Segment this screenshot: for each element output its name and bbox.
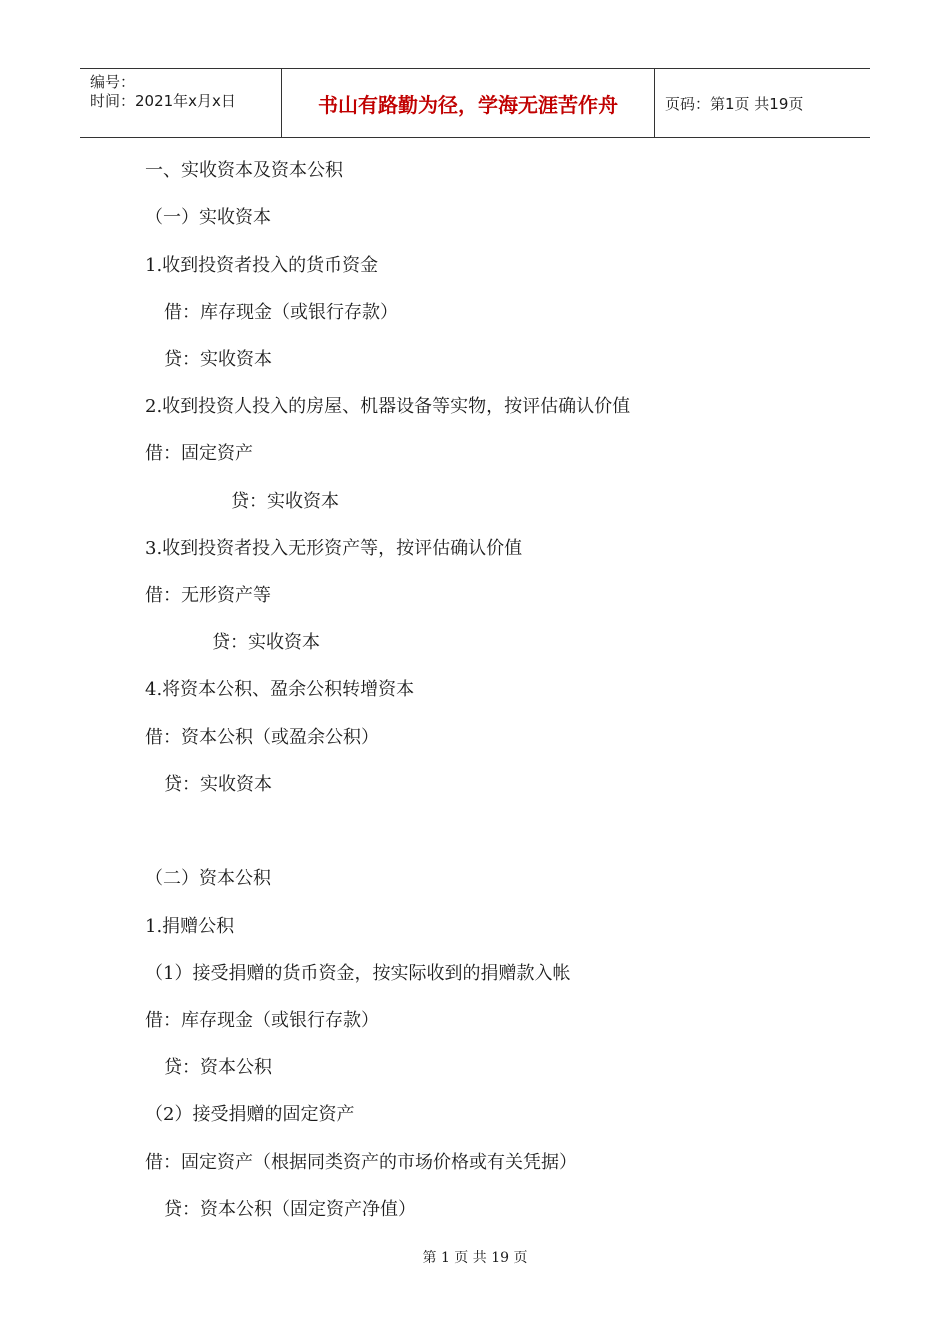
sub-item-heading: （1）接受捐赠的货币资金，按实际收到的捐赠款入帐: [145, 963, 571, 984]
header-page-info: 页码：第1页 共19页: [665, 94, 804, 113]
subsection-heading: （一）实收资本: [145, 207, 271, 228]
item-heading: 2.收到投资人投入的房屋、机器设备等实物，按评估确认价值: [145, 396, 631, 417]
sub-item-heading: （2）接受捐赠的固定资产: [145, 1104, 355, 1125]
page-header: [80, 68, 870, 138]
credit-entry: 贷：实收资本: [164, 349, 272, 370]
header-motto: 书山有路勤为径，学海无涯苦作舟: [282, 69, 655, 137]
time-label: 时间：2021年x月x日: [90, 92, 236, 110]
debit-entry: 借：资本公积（或盈余公积）: [145, 727, 379, 748]
debit-entry: 借：库存现金（或银行存款）: [164, 302, 398, 323]
credit-entry: 贷：实收资本: [212, 632, 320, 653]
item-heading: 3.收到投资者投入无形资产等，按评估确认价值: [145, 538, 523, 559]
page-footer: 第 1 页 共 19 页: [422, 1250, 528, 1266]
credit-entry: 贷：实收资本: [164, 774, 272, 795]
item-heading: 1.捐赠公积: [145, 916, 235, 937]
debit-entry: 借：无形资产等: [145, 585, 271, 606]
item-heading: 1.收到投资者投入的货币资金: [145, 255, 379, 276]
number-label: 编号：: [90, 73, 136, 91]
credit-entry: 贷：资本公积: [164, 1057, 272, 1078]
section-heading: 一、实收资本及资本公积: [145, 160, 343, 181]
subsection-heading: （二）资本公积: [145, 868, 271, 889]
header-meta: [80, 69, 282, 137]
credit-entry: 贷：实收资本: [231, 491, 339, 512]
debit-entry: 借：固定资产（根据同类资产的市场价格或有关凭据）: [145, 1152, 577, 1173]
credit-entry: 贷：资本公积（固定资产净值）: [164, 1199, 416, 1220]
debit-entry: 借：固定资产: [145, 443, 253, 464]
debit-entry: 借：库存现金（或银行存款）: [145, 1010, 379, 1031]
item-heading: 4.将资本公积、盈余公积转增资本: [145, 679, 415, 700]
